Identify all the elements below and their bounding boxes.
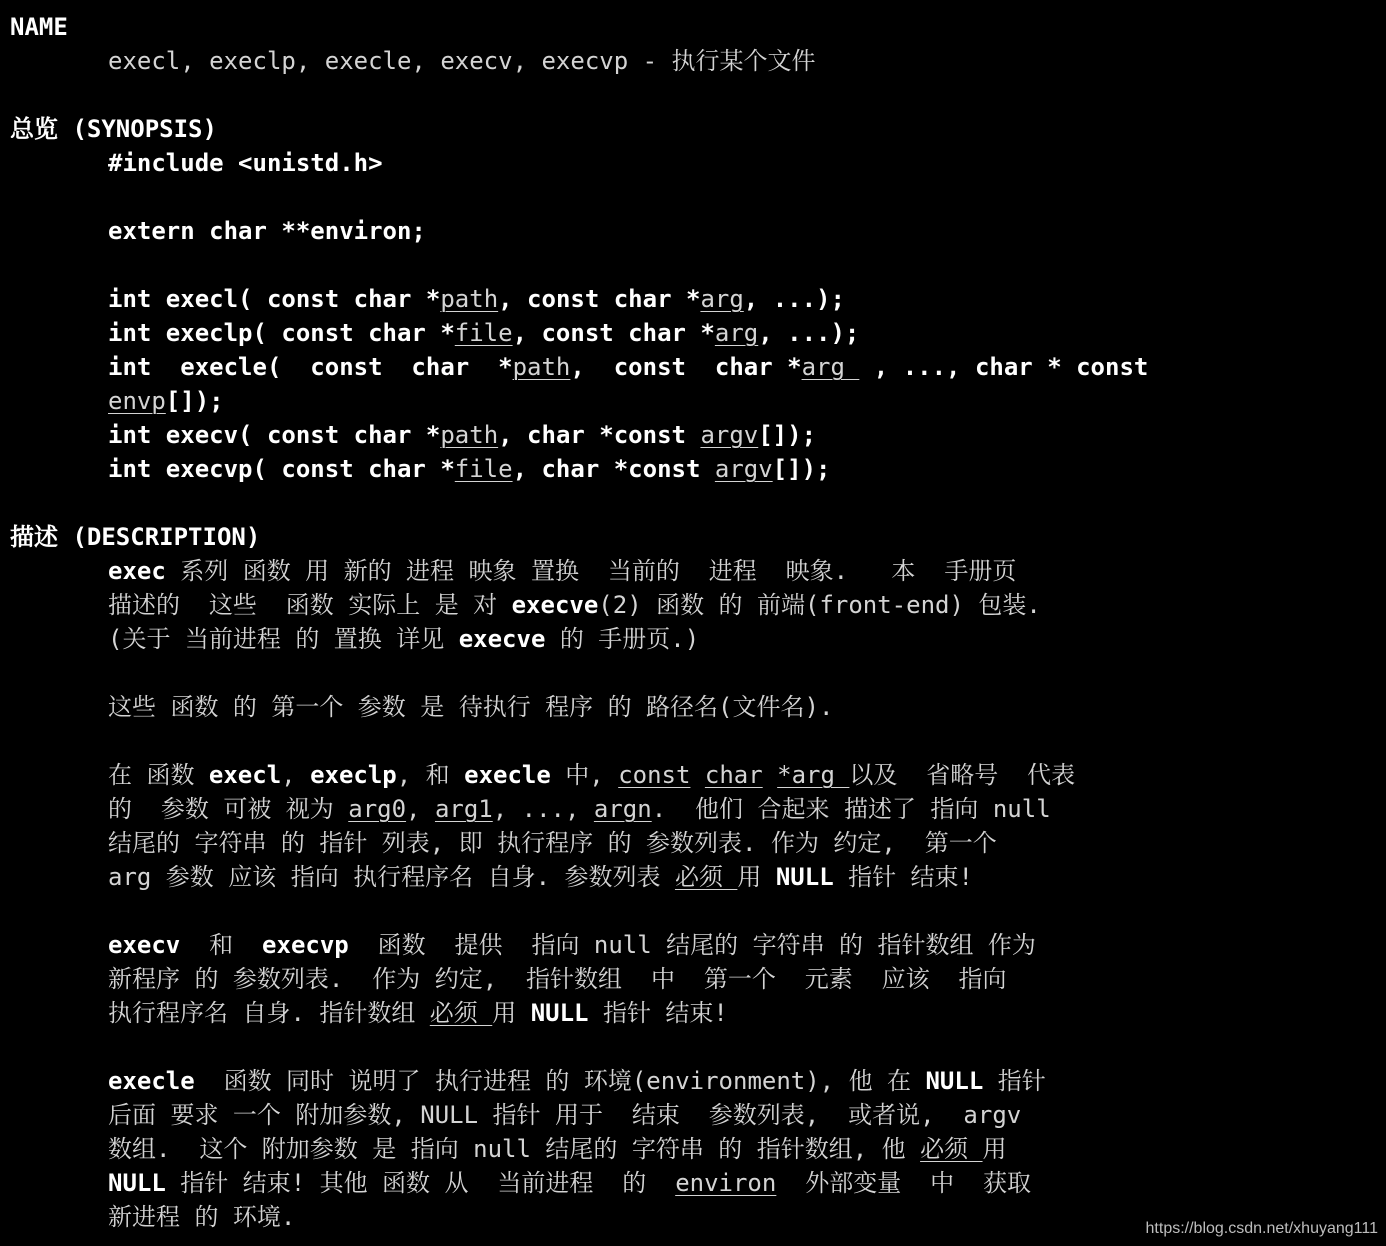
bold-text: execlp — [310, 761, 397, 789]
text-line — [108, 146, 383, 180]
text-span: , ..., — [492, 795, 594, 823]
underlined-text: path — [512, 353, 571, 381]
text-line — [108, 588, 1041, 622]
text-span: , — [406, 795, 435, 823]
underlined-text: char — [704, 761, 763, 789]
bold-text: execl — [208, 761, 282, 789]
text-span: (2) 函数 的 前端(front-end) 包装. — [598, 591, 1041, 619]
section-title: 描述 (DESCRIPTION) — [10, 523, 261, 551]
text-line — [108, 962, 1007, 996]
text-line — [108, 1098, 1021, 1132]
bold-text: NULL — [108, 1169, 166, 1197]
bold-text: int execv( const char * — [108, 421, 441, 449]
bold-text: execve — [458, 625, 546, 653]
underlined-text: arg — [801, 353, 860, 381]
text-span: 指针 — [983, 1067, 1046, 1095]
text-span: 指针 结束! — [588, 999, 728, 1027]
text-span: 数组. 这个 附加参数 是 指向 null 结尾的 字符串 的 指针数组, 他 — [108, 1135, 921, 1163]
text-span: , — [281, 761, 311, 789]
text-line — [108, 996, 728, 1030]
bold-text: , ..., char * const — [859, 353, 1149, 381]
section-title: 总览 (SYNOPSIS) — [10, 115, 217, 143]
underlined-text: environ — [675, 1169, 777, 1197]
text-span: 的 手册页.) — [545, 625, 700, 653]
text-span: 用 — [492, 999, 531, 1027]
text-span: 用 — [982, 1135, 1007, 1163]
underlined-text: path — [440, 421, 499, 449]
section-heading — [10, 520, 260, 554]
text-span: 在 函数 — [108, 761, 209, 789]
bold-text: int execlp( const char * — [108, 319, 455, 347]
bold-text: NULL — [530, 999, 589, 1027]
text-span: 以及 省略号 代表 — [849, 761, 1076, 789]
text-line — [108, 928, 1036, 962]
bold-text: exec — [108, 557, 166, 585]
underlined-text: arg0 — [348, 795, 407, 823]
text-span: arg 参数 应该 指向 执行程序名 自身. 参数列表 — [108, 863, 675, 891]
underlined-text: argv — [700, 421, 759, 449]
text-line — [108, 860, 973, 894]
text-span: 外部变量 中 获取 — [776, 1169, 1032, 1197]
text-span: 用 — [737, 863, 776, 891]
bold-text: , ...); — [758, 319, 860, 347]
underlined-text: arg — [700, 285, 744, 313]
text-span — [763, 761, 777, 789]
text-line — [108, 282, 845, 316]
text-line — [108, 622, 699, 656]
bold-text: , char *const — [498, 421, 701, 449]
text-span: 函数 提供 指向 null 结尾的 字符串 的 指针数组 作为 — [348, 931, 1036, 959]
text-line — [108, 690, 833, 724]
watermark: https://blog.csdn.net/xhuyang111 — [1145, 1220, 1378, 1237]
text-line — [108, 1166, 1031, 1200]
bold-text: , char *const — [512, 455, 715, 483]
text-span: 系列 函数 用 新的 进程 映象 置换 当前的 进程 映象. 本 手册页 — [165, 557, 1017, 585]
text-span: 新程序 的 参数列表. 作为 约定, 指针数组 中 第一个 元素 应该 指向 — [108, 965, 1007, 993]
text-span — [690, 761, 704, 789]
text-span: , 和 — [396, 761, 465, 789]
underlined-text: arg — [714, 319, 759, 347]
text-span: 指针 结束! — [833, 863, 974, 891]
underlined-text: *arg — [777, 761, 850, 789]
bold-text: execvp — [262, 931, 349, 959]
text-line — [108, 384, 224, 418]
text-span: 的 参数 可被 视为 — [108, 795, 349, 823]
text-span: 后面 要求 一个 附加参数, NULL 指针 用于 结束 参数列表, 或者说, argv — [108, 1101, 1022, 1129]
text-line — [108, 792, 1051, 826]
section-heading — [10, 10, 68, 44]
bold-text: int execvp( const char * — [108, 455, 455, 483]
text-span: 这些 函数 的 第一个 参数 是 待执行 程序 的 路径名(文件名). — [108, 693, 834, 721]
text-line — [108, 316, 859, 350]
text-line — [108, 1132, 1007, 1166]
text-span: 描述的 这些 函数 实际上 是 对 — [108, 591, 512, 619]
underlined-text: argv — [714, 455, 773, 483]
underlined-text: argn — [593, 795, 652, 823]
text-span: 中, — [550, 761, 619, 789]
bold-text: []); — [165, 387, 224, 415]
text-line — [108, 758, 1075, 792]
bold-text: []); — [758, 421, 817, 449]
text-span: . 他们 合起来 描述了 指向 null — [651, 795, 1051, 823]
bold-text: #include <unistd.h> — [108, 149, 383, 177]
bold-text: execve — [511, 591, 599, 619]
bold-text: extern char **environ; — [108, 217, 426, 245]
text-line — [108, 1064, 1046, 1098]
text-span: 函数 同时 说明了 执行进程 的 环境(environment), 他 在 — [194, 1067, 926, 1095]
bold-text: execv — [108, 931, 181, 959]
underlined-text: file — [454, 455, 513, 483]
text-line — [108, 214, 426, 248]
underlined-text: 必须 — [674, 863, 738, 891]
section-heading — [10, 112, 217, 146]
bold-text: execle — [464, 761, 551, 789]
bold-text: execle — [108, 1067, 195, 1095]
underlined-text: arg1 — [434, 795, 493, 823]
text-span: 执行程序名 自身. 指针数组 — [108, 999, 430, 1027]
text-line — [108, 418, 816, 452]
bold-text: , const char * — [570, 353, 802, 381]
bold-text: []); — [772, 455, 831, 483]
underlined-text: 必须 — [429, 999, 493, 1027]
bold-text: int execle( const char * — [108, 353, 513, 381]
text-line — [108, 554, 1016, 588]
underlined-text: 必须 — [920, 1135, 983, 1163]
underlined-text: file — [454, 319, 513, 347]
text-line — [108, 350, 1148, 384]
underlined-text: path — [440, 285, 499, 313]
bold-text: NULL — [775, 863, 834, 891]
bold-text: , ...); — [743, 285, 845, 313]
underlined-text: const — [618, 761, 691, 789]
text-line — [108, 452, 830, 486]
text-line — [108, 44, 816, 78]
text-span: 新进程 的 环境. — [108, 1203, 296, 1231]
text-line — [108, 826, 997, 860]
text-span: execl, execlp, execle, execv, execvp - 执行某个文件 — [108, 47, 816, 75]
bold-text: int execl( const char * — [108, 285, 441, 313]
bold-text: , const char * — [512, 319, 715, 347]
text-span: 结尾的 字符串 的 指针 列表, 即 执行程序 的 参数列表. 作为 约定, 第一个 — [108, 829, 997, 857]
text-line — [108, 1200, 295, 1234]
section-title: NAME — [10, 13, 68, 41]
underlined-text: envp — [108, 387, 166, 415]
text-span: 指针 结束! 其他 函数 从 当前进程 的 — [165, 1169, 676, 1197]
bold-text: , const char * — [498, 285, 701, 313]
bold-text: NULL — [925, 1067, 984, 1095]
text-span: 和 — [180, 931, 263, 959]
text-span: (关于 当前进程 的 置换 详见 — [108, 625, 459, 653]
